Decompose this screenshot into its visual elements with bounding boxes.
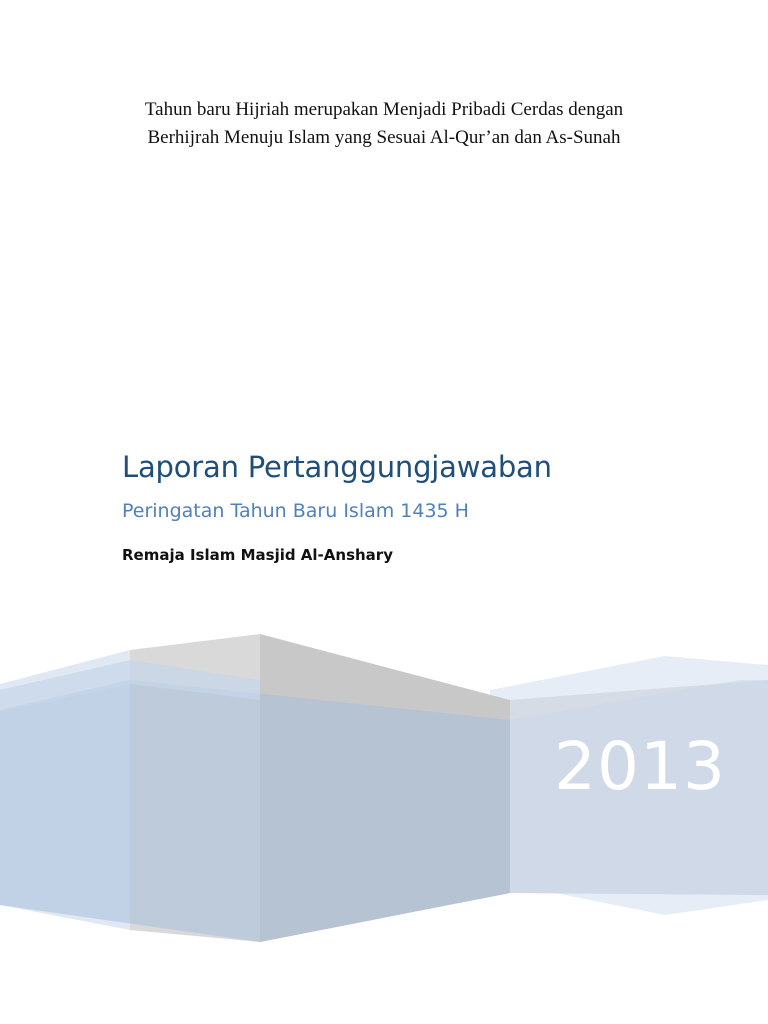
quote-line-1: Tahun baru Hijriah merupakan Menjadi Pribadi Cerdas dengan (144, 99, 624, 120)
cover-year: 2013 (554, 728, 726, 805)
banner-blue-overlay-left (0, 680, 510, 942)
quote-line-2: Berhijrah Menuju Islam yang Sesuai Al-Qur’an dan As-Sunah (147, 127, 621, 148)
document-title: Laporan Pertanggungjawaban (122, 450, 552, 484)
organization-name: Remaja Islam Masjid Al-Anshary (122, 546, 393, 564)
document-subtitle: Peringatan Tahun Baru Islam 1435 H (122, 500, 469, 522)
cover-quote (0, 96, 768, 152)
